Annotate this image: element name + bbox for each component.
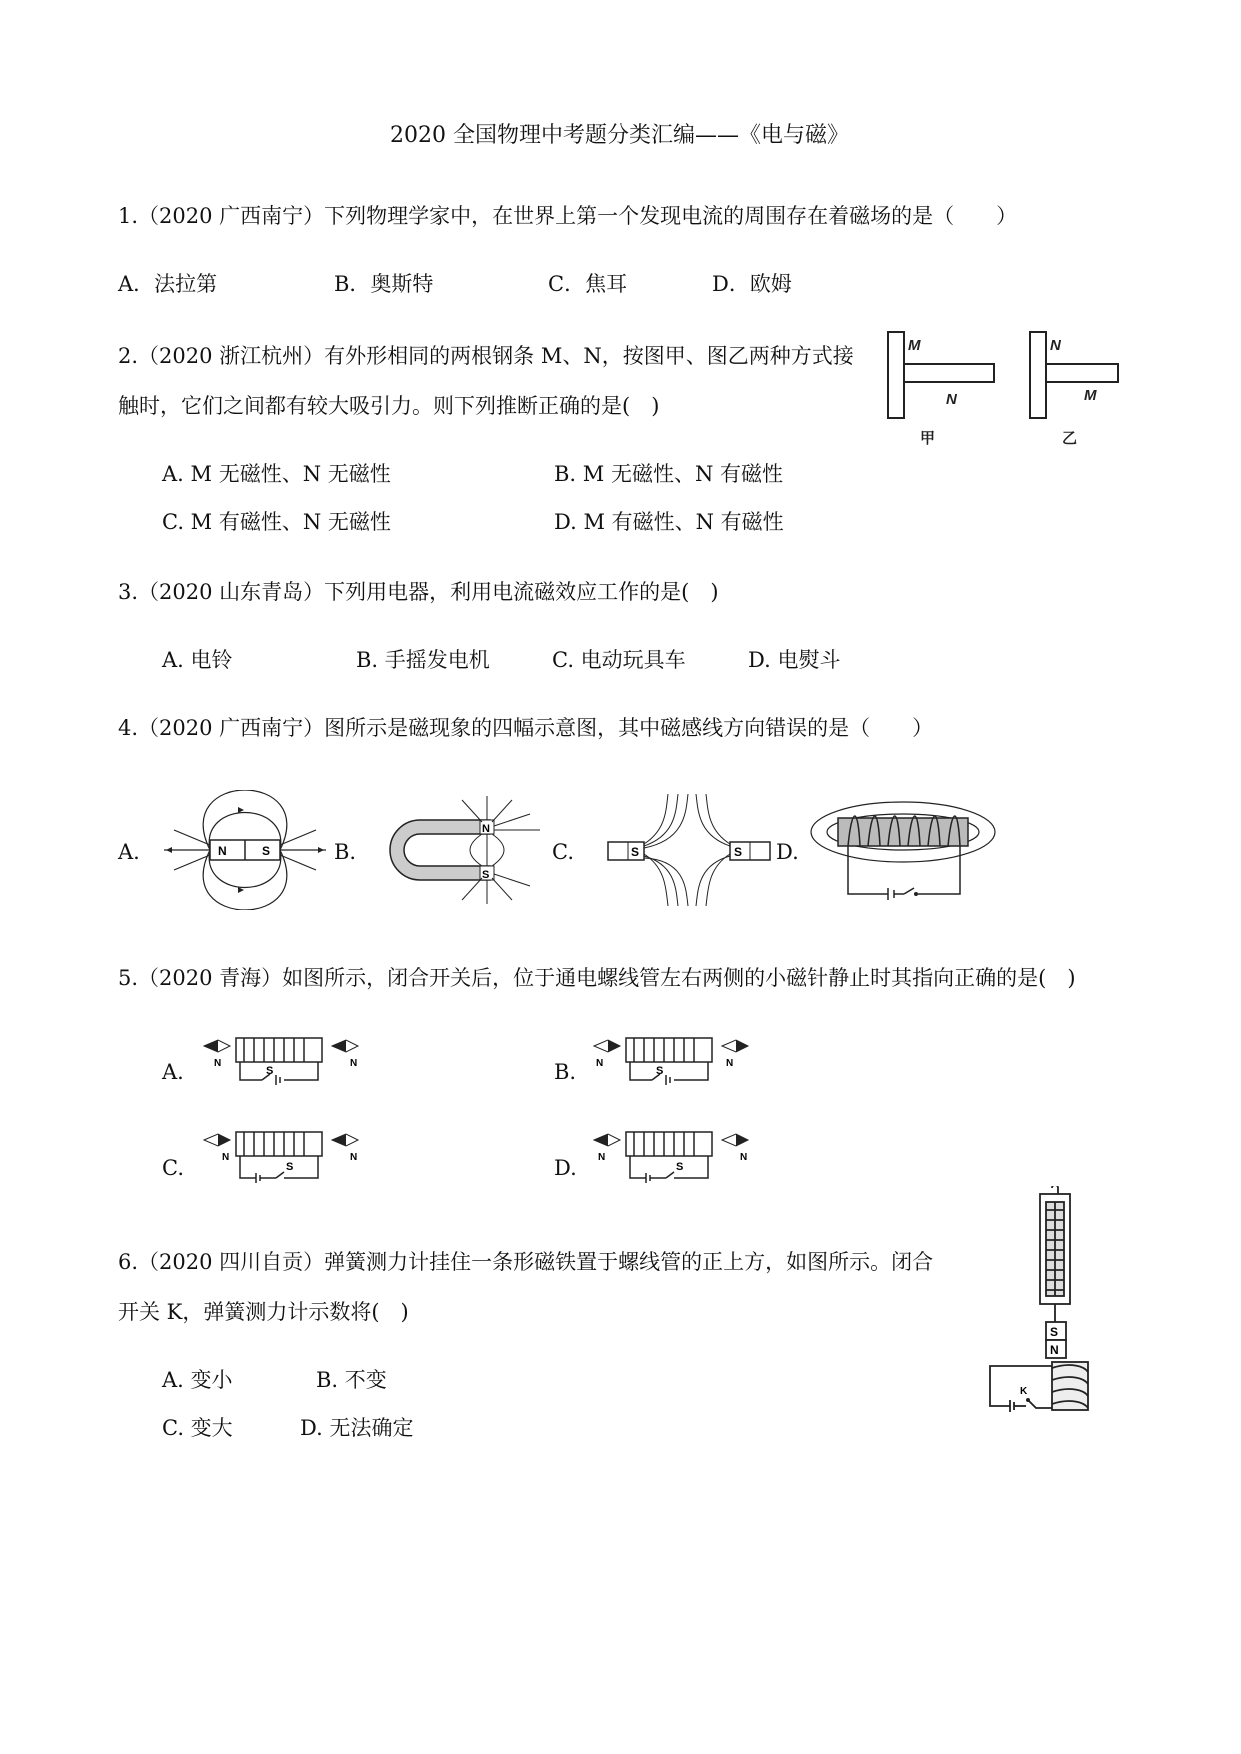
q4c-pole-s-left: S — [631, 845, 640, 859]
q5d-needle-n-right: N — [740, 1152, 748, 1163]
q5c-needle-n-right: N — [350, 1152, 358, 1163]
q6-stem-line1: 6.（2020 四川自贡）弹簧测力计挂住一条形磁铁置于螺线管的正上方，如图所示。闭合 — [118, 1250, 934, 1274]
q3-option-c: C. 电动玩具车 — [552, 648, 686, 672]
q1-option-b: B．奥斯特 — [334, 272, 434, 296]
q5-figure-a — [200, 1030, 370, 1104]
q4-label-c: C. — [552, 840, 574, 864]
q5b-switch: S — [656, 1065, 664, 1077]
page-title: 2020 全国物理中考题分类汇编——《电与磁》 — [390, 123, 849, 148]
q4a-pole-s: S — [262, 844, 271, 858]
q4-label-d: D. — [776, 840, 799, 864]
q2-fig-n-yi: N — [1050, 337, 1061, 354]
q1-stem: 1.（2020 广西南宁）下列物理学家中，在世界上第一个发现电流的周围存在着磁场的是（ ） — [118, 204, 1018, 228]
q3-stem: 3.（2020 山东青岛）下列用电器，利用电流磁效应工作的是( ) — [118, 580, 719, 604]
q4-label-b: B. — [334, 840, 357, 864]
q5-figure-b — [590, 1030, 760, 1104]
q2-figure — [880, 328, 1120, 448]
q2-option-a: A. M 无磁性、N 无磁性 — [162, 462, 391, 486]
q2-stem-line1: 2.（2020 浙江杭州）有外形相同的两根钢条 M、N，按图甲、图乙两种方式接 — [118, 344, 854, 368]
q4-figure-c — [606, 790, 776, 910]
q5-label-d: D. — [554, 1156, 577, 1180]
q2-fig-n-jia: N — [946, 391, 957, 408]
q4c-pole-s-right: S — [734, 845, 743, 859]
q5-figure-d — [590, 1124, 760, 1198]
q1-option-d: D．欧姆 — [712, 272, 792, 296]
q2-option-d: D. M 有磁性、N 有磁性 — [554, 510, 784, 534]
q6-option-d: D. 无法确定 — [300, 1416, 414, 1440]
q5-figure-c — [200, 1124, 370, 1198]
q5a-switch: S — [266, 1065, 274, 1077]
q2-fig-yi-label: 乙 — [1062, 430, 1078, 447]
q4b-pole-s: S — [482, 869, 490, 881]
q4-label-a: A. — [118, 840, 140, 864]
q6-figure — [980, 1186, 1110, 1426]
q5-label-c: C. — [162, 1156, 184, 1180]
q6-option-b: B. 不变 — [316, 1368, 387, 1392]
q1-option-c: C．焦耳 — [548, 272, 628, 296]
q3-option-a: A. 电铃 — [162, 648, 233, 672]
q2-stem-line2: 触时，它们之间都有较大吸引力。则下列推断正确的是( ) — [118, 394, 660, 418]
q6-fig-s: S — [1050, 1325, 1059, 1339]
q5d-switch: S — [676, 1161, 684, 1173]
q5a-needle-n-right: N — [350, 1058, 358, 1069]
q4a-pole-n: N — [218, 844, 227, 858]
q3-option-b: B. 手摇发电机 — [356, 648, 490, 672]
q2-fig-m-jia: M — [908, 337, 921, 354]
q2-option-c: C. M 有磁性、N 无磁性 — [162, 510, 391, 534]
q4-figure-a — [160, 790, 330, 910]
q4-figure-b — [370, 790, 550, 910]
q2-fig-jia-label: 甲 — [920, 430, 936, 447]
q6-option-a: A. 变小 — [162, 1368, 233, 1392]
q4b-pole-n: N — [482, 823, 490, 835]
q6-option-c: C. 变大 — [162, 1416, 233, 1440]
q5c-switch: S — [286, 1161, 294, 1173]
q6-fig-n: N — [1050, 1343, 1059, 1357]
q5-stem: 5.（2020 青海）如图所示，闭合开关后，位于通电螺线管左右两侧的小磁针静止时其指向正确的是( ) — [118, 966, 1076, 990]
q5b-needle-n-right: N — [726, 1058, 734, 1069]
q6-fig-k: K — [1020, 1386, 1028, 1397]
q5c-needle-n-left: N — [222, 1152, 230, 1163]
q2-fig-m-yi: M — [1084, 387, 1097, 404]
q3-option-d: D. 电熨斗 — [748, 648, 841, 672]
q5a-needle-n-left: N — [214, 1058, 222, 1069]
q4-figure-d — [808, 786, 998, 916]
q5b-needle-n-left: N — [596, 1058, 604, 1069]
q5d-needle-n-left: N — [598, 1152, 606, 1163]
q5-label-a: A. — [162, 1060, 184, 1084]
q6-stem-line2: 开关 K，弹簧测力计示数将( ) — [118, 1300, 409, 1324]
q2-option-b: B. M 无磁性、N 有磁性 — [554, 462, 784, 486]
q5-label-b: B. — [554, 1060, 577, 1084]
q4-stem: 4.（2020 广西南宁）图所示是磁现象的四幅示意图，其中磁感线方向错误的是（ ） — [118, 716, 934, 740]
q1-option-a: A．法拉第 — [118, 272, 218, 296]
